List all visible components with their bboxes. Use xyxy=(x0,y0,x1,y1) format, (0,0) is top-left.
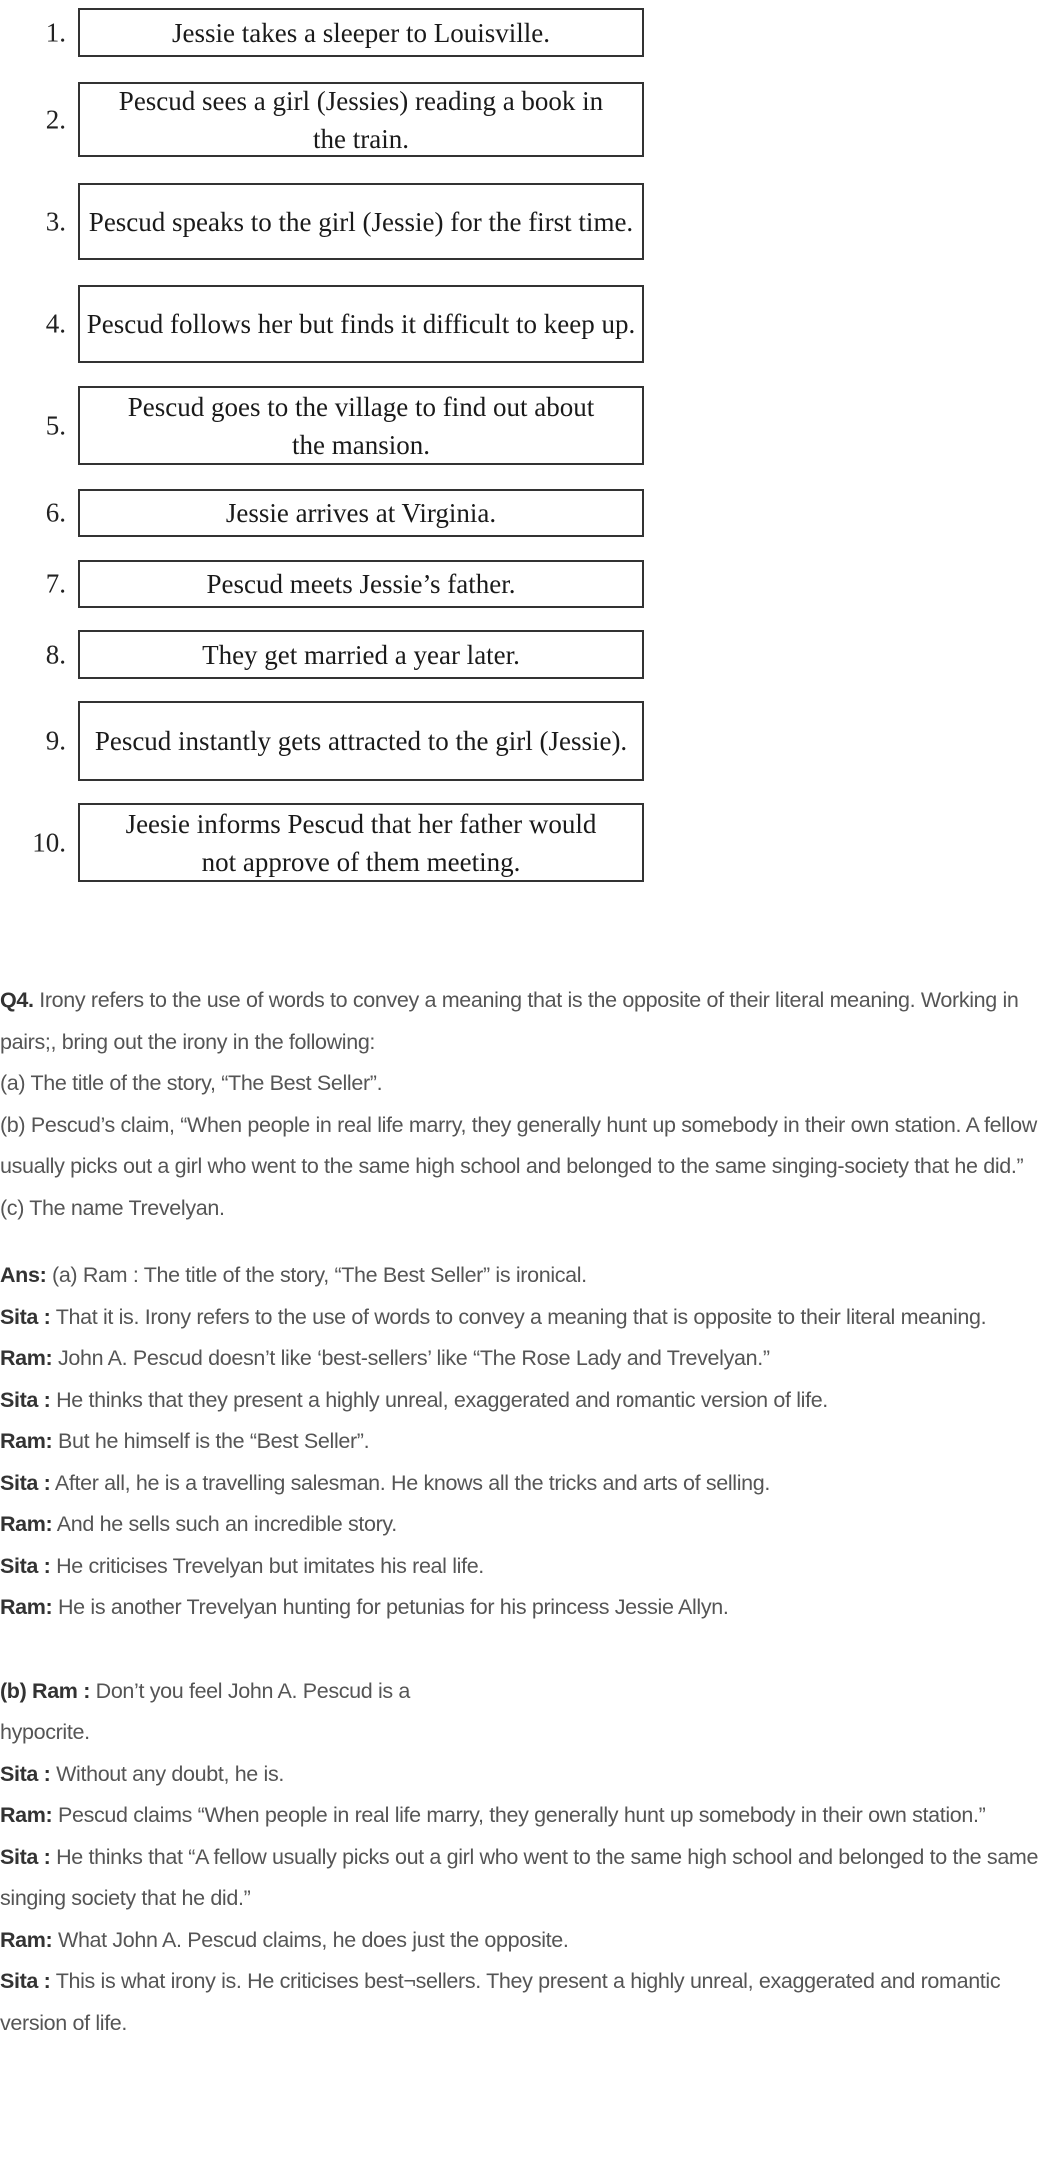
dialogue-text: This is what irony is. He criticises best¬sellers. They present a highly unreal, exaggerated and romantic version of life. xyxy=(0,1969,1001,2035)
speaker-label: Sita : xyxy=(0,1304,51,1329)
dialogue-line xyxy=(0,1961,1046,2044)
event-row xyxy=(0,803,660,882)
dialogue-line xyxy=(0,1380,1046,1422)
event-box: Pescud sees a girl (Jessies) reading a book in the train. xyxy=(78,82,644,157)
dialogue-text: John A. Pescud doesn’t like ‘best-sellers’ like “The Rose Lady and Trevelyan.” xyxy=(52,1346,770,1370)
event-row xyxy=(0,701,660,781)
speaker-label: Ram: xyxy=(0,1512,53,1536)
dialogue-line xyxy=(0,1421,1046,1463)
dialogue-text: He thinks that “A fellow usually picks out a girl who went to the same high school and belonged to the same singing society that he did.” xyxy=(0,1844,1039,1910)
dialogue-line xyxy=(0,1463,1046,1505)
dialogue-text: Pescud claims “When people in real life marry, they generally hunt up somebody in their own station.” xyxy=(52,1803,986,1827)
dialogue-text: hypocrite. xyxy=(0,1720,90,1744)
speaker-label: Sita : xyxy=(0,1553,51,1578)
speaker-label: Sita : xyxy=(0,1761,51,1786)
question-text: Irony refers to the use of words to convey a meaning that is the opposite of their literal meaning. Working in pairs;, bring out the irony in the following: xyxy=(0,988,1019,1054)
dialogue-line xyxy=(0,1920,1046,1962)
question-part: (c) The name Trevelyan. xyxy=(0,1195,225,1220)
speaker-label: Sita : xyxy=(0,1844,51,1869)
speaker-label: Ram: xyxy=(0,1429,53,1453)
question-4 xyxy=(0,980,1046,1063)
dialogue-line xyxy=(0,1795,1046,1837)
dialogue-text: What John A. Pescud claims, he does just the opposite. xyxy=(52,1927,569,1952)
dialogue-line xyxy=(0,1587,1046,1629)
event-number: 6. xyxy=(45,497,66,528)
event-number: 9. xyxy=(45,725,66,756)
speaker-label: Ram: xyxy=(0,1346,53,1370)
dialogue-line xyxy=(0,1297,1046,1339)
event-row xyxy=(0,630,660,679)
question-label: Q4. xyxy=(0,988,34,1012)
dialogue-text: And he sells such an incredible story. xyxy=(52,1512,397,1536)
event-number: 1. xyxy=(45,17,66,47)
dialogue-text: But he himself is the “Best Seller”. xyxy=(52,1429,370,1453)
dialogue-line xyxy=(0,1255,1046,1297)
speaker-label: Ram: xyxy=(0,1595,53,1619)
question-answer-text xyxy=(0,980,1046,2044)
answer-b xyxy=(0,1671,1046,2045)
event-row xyxy=(0,82,660,157)
event-number: 5. xyxy=(45,410,66,440)
event-number: 10. xyxy=(32,827,66,857)
answer-a xyxy=(0,1255,1046,1629)
speaker-label: Sita : xyxy=(0,1387,51,1412)
event-row xyxy=(0,489,660,537)
event-row xyxy=(0,285,660,363)
dialogue-text: Without any doubt, he is. xyxy=(50,1761,284,1786)
event-box: Pescud speaks to the girl (Jessie) for the first time. xyxy=(78,183,644,260)
event-box: Pescud goes to the village to find out about the mansion. xyxy=(78,386,644,465)
event-number: 7. xyxy=(45,568,66,599)
event-box: Jessie takes a sleeper to Louisville. xyxy=(78,8,644,57)
speaker-label: Ram: xyxy=(0,1927,53,1952)
speaker-label: Ram: xyxy=(0,1803,53,1827)
event-box: Pescud instantly gets attracted to the girl (Jessie). xyxy=(78,701,644,781)
event-row xyxy=(0,560,660,608)
question-part: (b) Pescud’s claim, “When people in real life marry, they generally hunt up somebody in their own station. A fellow usually picks out a girl who went to the same high school and belonged to the same singing-society that he did.” xyxy=(0,1112,1037,1178)
event-row xyxy=(0,8,660,57)
speaker-label: (b) Ram : xyxy=(0,1678,91,1703)
dialogue-line xyxy=(0,1338,1046,1380)
dialogue-text: He thinks that they present a highly unreal, exaggerated and romantic version of life. xyxy=(50,1387,828,1412)
event-number: 8. xyxy=(45,639,66,669)
speaker-label: Sita : xyxy=(0,1969,51,1993)
event-row xyxy=(0,386,660,465)
dialogue-line xyxy=(0,1546,1046,1588)
dialogue-line xyxy=(0,1671,1046,1713)
speaker-label: Sita : xyxy=(0,1470,51,1495)
event-box: Jessie arrives at Virginia. xyxy=(78,489,644,537)
event-box: Pescud meets Jessie’s father. xyxy=(78,560,644,608)
event-number: 2. xyxy=(45,104,66,134)
event-box: They get married a year later. xyxy=(78,630,644,679)
dialogue-text: After all, he is a travelling salesman. He knows all the tricks and arts of selling. xyxy=(50,1470,770,1495)
event-box: Jeesie informs Pescud that her father would not approve of them meeting. xyxy=(78,803,644,882)
dialogue-text: That it is. Irony refers to the use of words to convey a meaning that is opposite to their literal meaning. xyxy=(50,1304,987,1329)
event-box: Pescud follows her but finds it difficult to keep up. xyxy=(78,285,644,363)
dialogue-text: (a) Ram : The title of the story, “The Best Seller” is ironical. xyxy=(46,1263,587,1287)
dialogue-line xyxy=(0,1712,1046,1754)
dialogue-line xyxy=(0,1837,1046,1920)
dialogue-text: Don’t you feel John A. Pescud is a xyxy=(90,1678,411,1703)
event-number: 3. xyxy=(45,206,66,236)
dialogue-line xyxy=(0,1504,1046,1546)
dialogue-text: He criticises Trevelyan but imitates his real life. xyxy=(50,1553,484,1578)
dialogue-text: He is another Trevelyan hunting for petunias for his princess Jessie Allyn. xyxy=(52,1595,729,1619)
speaker-label: Ans: xyxy=(0,1263,47,1287)
question-part: (a) The title of the story, “The Best Seller”. xyxy=(0,1071,383,1095)
event-row xyxy=(0,183,660,260)
dialogue-line xyxy=(0,1754,1046,1796)
event-number: 4. xyxy=(45,308,66,339)
